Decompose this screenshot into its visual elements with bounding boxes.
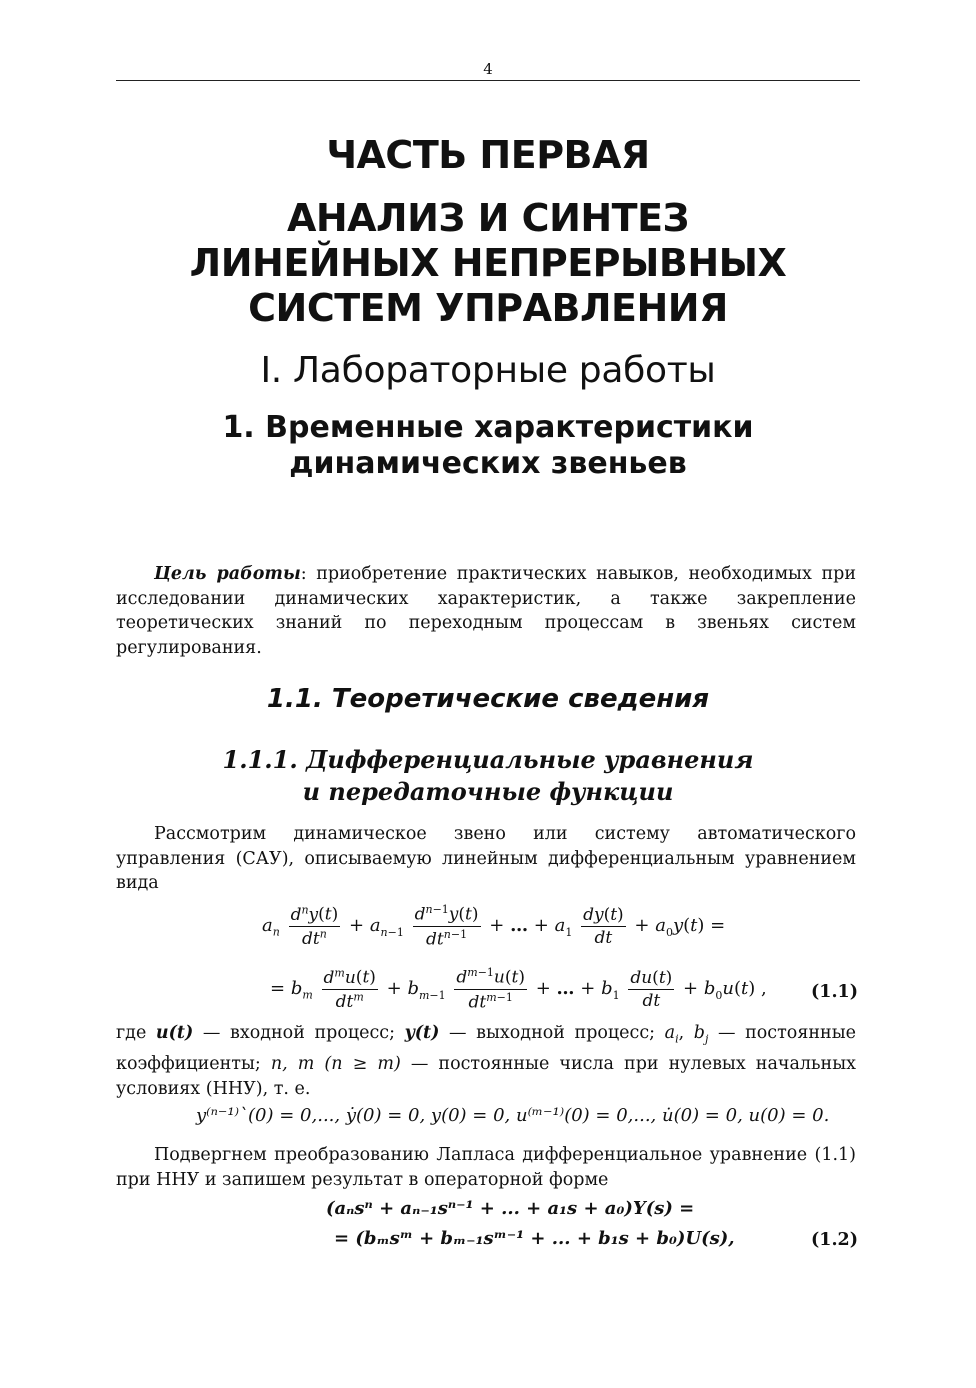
equation-1-1-line2: = $b_m$ $\frac{d^mu(t)}{dt^m}$ + $b_{m-1}$ $\frac{d^{m-1}u(t)}{dt^{m-1}}$ + … + $b_1$ $\frac{du(t)}{dt}$ + $b_0u(t)$ , — [270, 966, 767, 1013]
header-rule — [116, 80, 860, 81]
title-line: АНАЛИЗ И СИНТЕЗ — [286, 196, 690, 240]
equation-number: (1.2) — [810, 1230, 858, 1250]
goal-text: : приобретение практических навыков, необходимых при исследовании динамических характеристик, а также закрепление теоретических знаний по переходным процессам в звеньях систем регулирования. — [116, 564, 856, 658]
intro-paragraph: Рассмотрим динамическое звено или систему автоматического управления (САУ), описываемую линейным дифференциальным уравнением вида — [116, 824, 856, 893]
lab-heading-line: динамических звеньев — [289, 446, 687, 481]
part-heading: ЧАСТЬ ПЕРВАЯ — [326, 133, 650, 177]
equation-number: (1.1) — [810, 982, 858, 1002]
page-number: 4 — [483, 60, 493, 78]
equation-1-1-line1: $a_n$ $\frac{d^ny(t)}{dt^n}$ + $a_{n-1}$ $\frac{d^{n-1}y(t)}{dt^{n-1}}$ + … + $a_1$ $\frac{dy(t)}{dt}$ + $a_0y(t)$ = — [262, 903, 726, 950]
subsubsection-line: 1.1.1. Дифференциальные уравнения — [222, 745, 754, 774]
laplace-paragraph: Подвергнем преобразованию Лапласа дифференциальное уравнение (1.1) при ННУ и запишем результат в операторной форме — [116, 1145, 856, 1190]
subsubsection-heading — [0, 744, 976, 808]
goal-paragraph — [116, 562, 856, 660]
title-line: СИСТЕМ УПРАВЛЕНИЯ — [248, 286, 728, 330]
lab-heading-line: 1. Временные характеристики — [222, 410, 754, 445]
goal-label: Цель работы — [154, 564, 301, 584]
equation-1-2-line1: (aₙsⁿ + aₙ₋₁sⁿ⁻¹ + ... + a₁s + a₀)Y(s) = — [326, 1198, 695, 1219]
section-heading: I. Лабораторные работы — [260, 350, 716, 391]
where-paragraph: где u(t) — входной процесс; y(t) — выходной процесс; $a_i$, $b_j$ — постоянные коэффициенты; n, m (n ≥ m) — постоянные числа при нулевых начальных условиях (ННУ), т. е. — [116, 1023, 857, 1099]
book-title — [0, 196, 976, 331]
initial-conditions: y⁽ⁿ⁻¹⁾`(0) = 0,..., ẏ(0) = 0, y(0) = 0, u⁽ᵐ⁻¹⁾(0) = 0,..., u̇(0) = 0, u(0) = 0. — [196, 1105, 830, 1126]
subsubsection-line: и передаточные функции — [302, 777, 674, 806]
equation-1-2-line2: = (bₘsᵐ + bₘ₋₁sᵐ⁻¹ + ... + b₁s + b₀)U(s), — [334, 1228, 735, 1249]
subsection-heading: 1.1. Теоретические сведения — [266, 684, 710, 714]
title-line: ЛИНЕЙНЫХ НЕПРЕРЫВНЫХ — [189, 241, 787, 285]
lab-heading — [0, 410, 976, 482]
